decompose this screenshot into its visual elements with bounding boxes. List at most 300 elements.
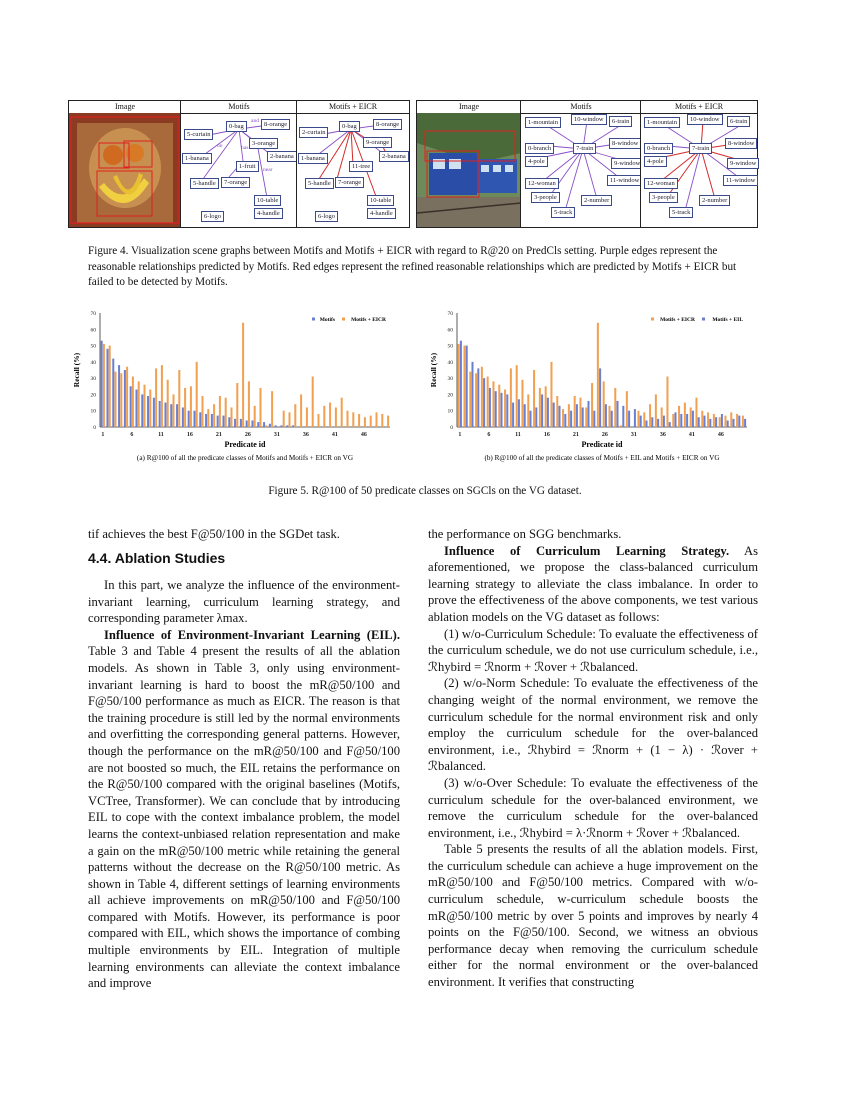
paragraph: In this part, we analyze the influence of the environment-invariant learning, curriculum learning strategy, and corresponding parameter λmax. [88, 578, 400, 626]
x-axis-label: Predicate id [224, 440, 266, 449]
x-tick-label: 21 [572, 432, 579, 438]
bar [109, 346, 111, 427]
subfigure-caption: (b) R@100 of all the predicate classes of Motifs + EIL and Motifs + EICR on VG [484, 454, 720, 462]
bar [135, 390, 137, 427]
bar [481, 367, 483, 427]
bar [657, 419, 659, 427]
bar [535, 407, 537, 427]
bar [738, 416, 740, 427]
edge-label: near [263, 167, 273, 173]
bar [585, 407, 587, 427]
graph-node: 4-pole [644, 156, 667, 167]
graph-node: 4-handle [367, 208, 396, 219]
bar [698, 417, 700, 427]
graph-node: 1-mountain [525, 117, 561, 128]
bar [112, 359, 114, 427]
graph-node: 5-handle [190, 178, 219, 189]
bar [217, 416, 219, 427]
graph-node: 9-window [611, 158, 643, 169]
bar [620, 425, 622, 427]
bar [640, 416, 642, 427]
graph-node: 3-orange [249, 138, 278, 149]
x-tick-label: 16 [543, 432, 550, 438]
graph-node: 2-banana [379, 151, 409, 162]
bar [487, 377, 489, 427]
bar [202, 396, 204, 427]
bar [118, 365, 120, 427]
bar [506, 394, 508, 427]
bar [358, 414, 360, 427]
bar [661, 407, 663, 427]
bar [545, 386, 547, 427]
legend-swatch [312, 318, 315, 321]
bar [582, 407, 584, 427]
graph-node: 9-orange [363, 137, 392, 148]
graph-panel-motifs-b [520, 100, 642, 228]
bar [733, 419, 735, 427]
y-tick-label: 70 [447, 311, 453, 317]
bar [318, 414, 320, 427]
y-tick-label: 70 [90, 311, 96, 317]
bar [614, 388, 616, 427]
bar [211, 414, 213, 427]
bar [675, 412, 677, 427]
bar [352, 412, 354, 427]
bar [300, 394, 302, 427]
y-tick-label: 10 [90, 408, 96, 415]
graph-panel-eicr-a [296, 100, 410, 228]
bar [138, 381, 140, 427]
paragraph-heading: Influence of Curriculum Learning Strategy. [444, 543, 730, 558]
y-axis-label: Recall (%) [72, 352, 81, 388]
bar [182, 407, 184, 427]
figure-5-caption: Figure 5. R@100 of 50 predicate classes on SGCls on the VG dataset. [268, 485, 582, 497]
bar [190, 386, 192, 427]
legend-entry: Motifs [319, 317, 335, 323]
subfigure-caption: (a) R@100 of all the predicate classes of Motifs and Motifs + EICR on VG [136, 454, 354, 462]
y-tick-label: 0 [450, 425, 453, 431]
x-tick-label: 41 [688, 432, 695, 438]
x-tick-label: 36 [659, 432, 666, 438]
y-tick-label: 0 [93, 425, 96, 431]
train-photo [417, 113, 521, 227]
legend-swatch [651, 318, 654, 321]
bar [501, 393, 503, 427]
bar [155, 368, 157, 427]
graph-node: 11-window [607, 175, 642, 186]
bar [153, 398, 155, 427]
bar [669, 422, 671, 427]
graph-node: 6-logo [315, 211, 338, 222]
graph-node: 9-window [727, 158, 759, 169]
paragraph: Table 3 and Table 4 present the results of all the ablation models. As shown in Table 3, only using environment-invariant learning is hard to boost the mR@50/100 and F@50/100 performance as much as EICR. The reason is that the training procedure is still led by the normal environments and overfitting the corresponding general patterns. However, though the performance on the mR@50/100 and F@50/100 are not boosted so much, the EIL retains the performance on the R@50/100 compared with the original baselines (Motifs, VCTree, Transformer). We can conclude that by introducing EIL to cope with the context imbalance problem, the model learns the context-unbiased relation representation and make a gain on the mR@50/100 metric while retaining the general patterns without the decrease on the R@50/100 metric. As shown in Table 4, different settings of learning environments all achieve improvements on mR@50/100 and F@50/100 compared with Motifs. However, its performance is poor compared with EIL, which shows the importance of combing multiple environments by EIL. Integration of multiple learning environments can alleviate the context imbalance and improve [88, 644, 400, 991]
graph-node: 5-track [669, 207, 693, 218]
bar [103, 344, 105, 427]
x-tick-label: 31 [273, 432, 280, 438]
bar [234, 419, 236, 427]
paragraph: As aforementioned, we propose the class-balanced curriculum learning strategy to alleviate the class imbalance. In order to prove the effectiveness of the above components, we test various ablation models on the VG dataset as follows: [428, 543, 758, 624]
bar [617, 401, 619, 427]
graph-edges [641, 113, 757, 227]
y-tick-label: 50 [90, 343, 96, 350]
bar [159, 401, 161, 427]
bar [599, 368, 601, 427]
bar [651, 417, 653, 427]
graph-node: 10-window [571, 114, 607, 125]
x-tick-label: 31 [630, 432, 637, 438]
bar [207, 409, 209, 427]
bar [176, 404, 178, 427]
bar [463, 346, 465, 427]
bar [460, 341, 462, 427]
bar [553, 403, 555, 427]
bar [608, 406, 610, 427]
bar [306, 407, 308, 427]
bar [591, 383, 593, 427]
bar [257, 422, 259, 427]
bar [504, 390, 506, 427]
bar [570, 411, 572, 427]
bar [242, 323, 244, 427]
bar [744, 419, 746, 427]
bar [188, 411, 190, 427]
bar [132, 377, 134, 427]
bar [736, 414, 738, 427]
bar [518, 399, 520, 427]
bar [634, 409, 636, 427]
graph-node: 0-branch [644, 143, 673, 154]
bar [690, 407, 692, 427]
y-tick-label: 30 [90, 376, 96, 383]
bar [684, 403, 686, 427]
bar [254, 406, 256, 427]
x-tick-label: 16 [186, 432, 193, 438]
bar [120, 373, 122, 427]
legend-swatch [702, 318, 705, 321]
left-column-body [88, 577, 400, 992]
bar [381, 414, 383, 427]
graph-node: 1-banana [298, 153, 328, 164]
graph-node: 2-number [699, 195, 730, 206]
panel-header: Image [69, 101, 181, 114]
bar [225, 398, 227, 427]
bar [228, 417, 230, 427]
x-tick-label: 41 [331, 432, 338, 438]
legend-entry: Motifs + EICR [351, 317, 386, 323]
graph-node: 0-branch [525, 143, 554, 154]
graph-node: 2-number [581, 195, 612, 206]
bar [715, 417, 717, 427]
bar [579, 398, 581, 427]
graph-node: 10-window [687, 114, 723, 125]
bar [742, 416, 744, 427]
bar [205, 414, 207, 427]
y-tick-label: 10 [447, 408, 453, 415]
graph-node: 8-orange [261, 119, 290, 130]
bar [727, 420, 729, 427]
bar [466, 346, 468, 427]
bar [286, 425, 288, 427]
paragraph: (3) w/o-Over Schedule: To evaluate the effectiveness of the curriculum schedule for the over-balanced environment, we remove the curriculum schedule for the over-balanced environment, i.e., ℛhybird = λ·ℛnorm + ℛover + ℛbalanced. [428, 775, 758, 840]
x-tick-label: 46 [717, 432, 724, 438]
bar [213, 404, 215, 427]
bar [178, 370, 180, 427]
bar [101, 341, 103, 427]
graph-node: 6-logo [201, 211, 224, 222]
bar [721, 414, 723, 427]
bag-photo [69, 113, 181, 227]
bar [637, 411, 639, 427]
bar [149, 390, 151, 427]
bar [341, 398, 343, 427]
edge-label: on [217, 143, 223, 149]
bar [280, 425, 282, 427]
x-tick-label: 21 [215, 432, 222, 438]
graph-node: 5-track [551, 207, 575, 218]
x-tick-label: 1 [458, 432, 462, 438]
bar [588, 401, 590, 427]
graph-node: 5-curtain [184, 129, 213, 140]
bar [709, 419, 711, 427]
y-tick-label: 40 [447, 359, 453, 366]
graph-node: 4-handle [254, 208, 283, 219]
bar [701, 411, 703, 427]
bar [550, 362, 552, 427]
bar [666, 377, 668, 427]
bar [628, 411, 630, 427]
y-tick-label: 50 [447, 343, 453, 350]
bar [144, 385, 146, 427]
graph-node: 6-train [609, 116, 632, 127]
graph-node: 12-woman [644, 178, 678, 189]
bar [196, 362, 198, 427]
bar [458, 344, 460, 427]
bar [483, 378, 485, 427]
bar [704, 416, 706, 427]
bar [124, 370, 126, 427]
bar [680, 414, 682, 427]
bar [730, 412, 732, 427]
bar [663, 416, 665, 427]
bar [222, 416, 224, 427]
graph-node: 0-bag [339, 121, 360, 132]
graph-node: 0-bag [226, 121, 247, 132]
graph-node: 8-orange [373, 119, 402, 130]
graph-node: 2-banana [267, 151, 297, 162]
bar [387, 416, 389, 427]
graph-node: 1-mountain [644, 117, 680, 128]
y-tick-label: 40 [90, 359, 96, 366]
bar [236, 383, 238, 427]
bar [605, 404, 607, 427]
graph-node: 4-pole [525, 156, 548, 167]
x-tick-label: 26 [244, 432, 251, 438]
x-tick-label: 26 [601, 432, 608, 438]
y-tick-label: 30 [447, 376, 453, 383]
graph-node: 3-people [531, 192, 560, 203]
graph-panel-eicr-b [640, 100, 758, 228]
panel-header: Image [417, 101, 521, 114]
bar [329, 403, 331, 427]
x-axis-label: Predicate id [581, 440, 623, 449]
graph-node: 11-window [723, 175, 758, 186]
x-tick-label: 11 [158, 432, 164, 438]
bar [649, 404, 651, 427]
bar [724, 416, 726, 427]
bar [472, 362, 474, 427]
y-tick-label: 60 [90, 327, 96, 334]
x-tick-label: 11 [515, 432, 521, 438]
paragraph: tif achieves the best F@50/100 in the SGDet task. [88, 527, 340, 541]
graph-node: 8-window [725, 138, 757, 149]
graph-node: 6-train [727, 116, 750, 127]
bar [275, 425, 277, 427]
bar [265, 425, 267, 427]
bar [510, 368, 512, 427]
bar [527, 394, 529, 427]
x-tick-label: 1 [101, 432, 105, 438]
bar [576, 404, 578, 427]
x-tick-label: 6 [130, 432, 134, 438]
bar [130, 386, 132, 427]
paragraph-heading: Influence of Environment-Invariant Learning (EIL). [104, 627, 400, 642]
bar [167, 380, 169, 427]
bar [251, 420, 253, 427]
bar [364, 417, 366, 427]
bar [164, 403, 166, 427]
bar [692, 411, 694, 427]
bar [646, 420, 648, 427]
bar [495, 391, 497, 427]
bar [294, 404, 296, 427]
recall-chart-a [68, 305, 398, 465]
bar [246, 420, 248, 427]
graph-panel-motifs-a [180, 100, 298, 228]
bar [524, 404, 526, 427]
bar [219, 396, 221, 427]
edge-label: has [241, 145, 249, 151]
paragraph: the performance on SGG benchmarks. [428, 527, 622, 541]
bar [477, 368, 479, 427]
bar [248, 381, 250, 427]
bar [622, 406, 624, 427]
bar [240, 419, 242, 427]
bar [263, 422, 265, 427]
bar [193, 411, 195, 427]
bar [231, 407, 233, 427]
bar [695, 398, 697, 427]
bar [559, 406, 561, 427]
graph-node: 7-train [689, 143, 712, 154]
panel-header: Motifs + EICR [641, 101, 757, 114]
y-axis-label: Recall (%) [429, 352, 438, 388]
bar [199, 412, 201, 427]
bar [530, 411, 532, 427]
bar [672, 414, 674, 427]
bar [335, 407, 337, 427]
bar [161, 365, 163, 427]
paragraph: (2) w/o-Norm Schedule: To evaluate the effectiveness of the changing weight of the normal environment, we remove the curriculum schedule for the normal environment risk and only employ the curriculum schedule for the over-balanced environment, i.e., ℛhybird = ℛnorm + (1 − λ) · ℛover + ℛbalanced. [428, 676, 758, 774]
bar [574, 396, 576, 427]
bar [707, 412, 709, 427]
bar [643, 412, 645, 427]
graph-node: 7-orange [221, 177, 250, 188]
bar [655, 394, 657, 427]
bar [173, 394, 175, 427]
bar [147, 396, 149, 427]
legend-swatch [342, 318, 345, 321]
bar [541, 394, 543, 427]
graph-node: 5-handle [305, 178, 334, 189]
bar [539, 388, 541, 427]
graph-node: 1-banana [182, 153, 212, 164]
paragraph: (1) w/o-Curriculum Schedule: To evaluate the effectiveness of the curriculum schedule, we do not use curriculum schedule, i.e., ℛhybird = ℛnorm + ℛover + ℛbalanced. [428, 626, 758, 674]
bar [489, 388, 491, 427]
recall-chart-b [425, 305, 755, 465]
x-tick-label: 6 [487, 432, 491, 438]
x-tick-label: 46 [360, 432, 367, 438]
bar [564, 414, 566, 427]
bar [141, 394, 143, 427]
legend-entry: Motifs + EIL [712, 317, 743, 323]
bar [323, 406, 325, 427]
bar [269, 424, 271, 427]
panel-header: Motifs [521, 101, 641, 114]
bar [492, 381, 494, 427]
graph-node: 3-people [649, 192, 678, 203]
bar [593, 411, 595, 427]
legend-entry: Motifs + EICR [660, 317, 695, 323]
y-tick-label: 20 [447, 392, 453, 399]
graph-node: 8-window [609, 138, 641, 149]
bar [498, 385, 500, 427]
graph-node: 7-orange [335, 177, 364, 188]
bar [719, 417, 721, 427]
section-title: 4.4. Ablation Studies [88, 550, 226, 566]
bar [289, 412, 291, 427]
bar [347, 411, 349, 427]
graph-node: 1-fruit [236, 161, 259, 172]
bar [521, 380, 523, 427]
bar [106, 349, 108, 427]
bar [597, 323, 599, 427]
bar [370, 416, 372, 427]
bar [271, 391, 273, 427]
graph-edges [521, 113, 641, 227]
y-tick-label: 20 [90, 392, 96, 399]
bar [547, 398, 549, 427]
bar [292, 425, 294, 427]
bar [126, 367, 128, 427]
bar [312, 377, 314, 427]
bar [115, 372, 117, 427]
graph-node: 10-table [367, 195, 394, 206]
bar [184, 388, 186, 427]
bar [562, 409, 564, 427]
graph-node: 12-woman [525, 178, 559, 189]
bar [533, 370, 535, 427]
bar [556, 396, 558, 427]
right-column [428, 526, 758, 991]
x-tick-label: 36 [302, 432, 309, 438]
figure-4-caption: Figure 4. Visualization scene graphs between Motifs and Motifs + EICR with regard to R@20 on PredCls setting. Purple edges represent the reasonable relationships predicted by Motifs. Red edges represent the refined reasonable relationships which are predicted by Motifs + EICR but failed to be detected by Motifs. [88, 245, 737, 288]
bar [626, 391, 628, 427]
graph-node: 10-table [254, 195, 281, 206]
paragraph: Table 5 presents the results of all the ablation models. First, the curriculum schedule can achieve a huge improvement on the mR@50/100 and F@50/100 metrics. Compared with w/o-curriculum schedule, w-curriculum schedule boosts the mR@50/100 metric by over 5 points and improves by nearly 4 points on the F@50/100. Second, we witness an obvious performance decay when removing the curriculum schedule either for the normal environment or the over-balanced environment. It verifies that constructing [428, 842, 758, 990]
bar [611, 411, 613, 427]
bar [260, 388, 262, 427]
edge-label: and [251, 118, 259, 124]
